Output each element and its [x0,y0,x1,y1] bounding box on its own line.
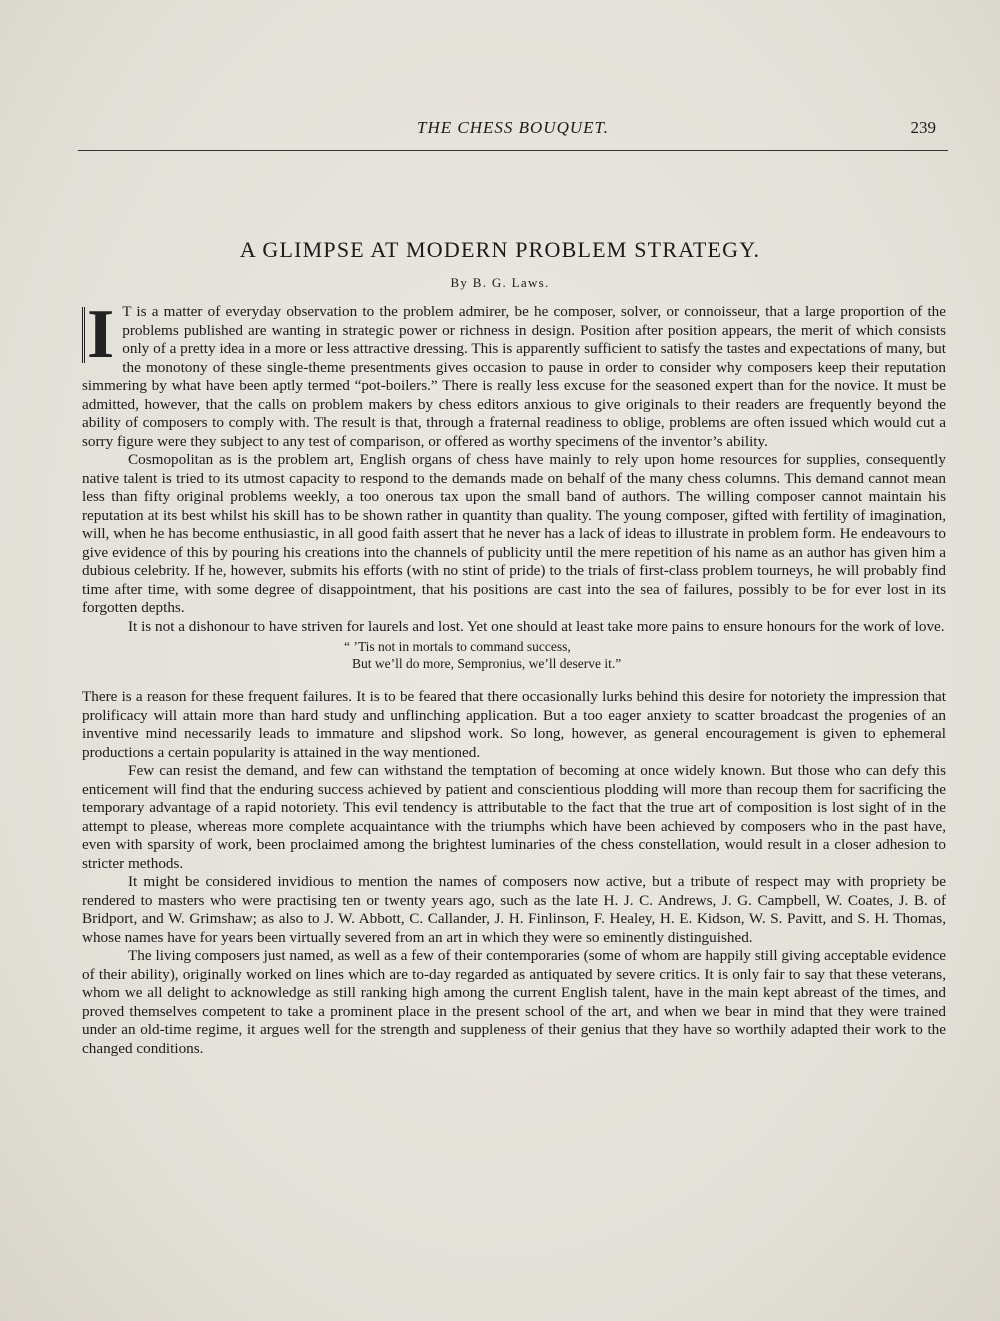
paragraph-2: Cosmopolitan as is the problem art, English organs of chess have mainly to rely upon home resources for supplies, consequently native talent is tried to its utmost capacity to respond to the demands made on behalf of the many chess columns. This demand cannot mean less than fifty original problems weekly, a too onerous tax upon the small band of authors. The willing composer cannot maintain his reputation at its best whilst his skill has to be shown rather in quantity than quality. The young composer, gifted with fertility of imagination, will, when he has become enthusiastic, in all good faith assert that he never has a lack of ideas to illustrate in problem form. He endeavours to give evidence of this by pouring his creations into the channels of publicity until the mere repetition of his name as an author has given him a dubious celebrity. If he, however, submits his efforts (with no stint of pride) to the trials of first-class problem tourneys, he will probably find time after time, with some degree of disappointment, that his positions are cast into the sea of failures, possibly to be for ever lost in its forgotten depths. [82,451,946,616]
paragraph-6: It might be considered invidious to mention the names of composers now active, but a tribute of respect may with propriety be rendered to masters who were practising ten or twenty years ago, such as the late H. J. C. Andrews, J. G. Campbell, W. Coates, J. B. of Bridport, and W. Grimshaw; as also to J. W. Abbott, C. Callander, J. H. Finlinson, F. Healey, H. E. Kidson, W. S. Pavitt, and S. H. Thomas, whose names have for years been virtually severed from an art in which they were so eminently distinguished. [82,873,946,946]
paragraph-1-text: T is a matter of everyday observation to the problem admirer, be he composer, solver, or connoisseur, that a large proportion of the problems published are wanting in strategic power or richness in design. Position after position appears, the merit of which consists only of a pretty idea in a more or less attractive dressing. This is apparently sufficient to satisfy the tastes and expectations of many, but the monotony of these single-theme presentments gives occasion to pause in order to consider why composers keep their reputation simmering by what have been aptly termed “pot-boilers.” There is really less excuse for the seasoned expert than for the novice. It must be admitted, however, that the calls on problem makers by chess editors anxious to give originals to their readers are frequently beyond the ability of composers to comply with. The result is that, through a fraternal readiness to oblige, problems are often issued which would cut a sorry figure were they subject to any test of comparison, or offered as worthy specimens of the inventor’s ability. [82,303,946,450]
article-title: A GLIMPSE AT MODERN PROBLEM STRATEGY. [239,237,761,262]
paragraph-1 [82,296,946,451]
paragraph-7: The living composers just named, as well as a few of their contemporaries (some of whom are happily still giving acceptable evidence of their ability), originally worked on lines which are to-day regarded as antiquated by severe critics. It is only fair to say that these veterans, whom we all delight to acknowledge as still ranking high among the current English talent, have in the main kept abreast of the times, and proved themselves competent to take a prominent place in the present school of the art, and when we bear in mind that they were trained under an old-time regime, it argues well for the strength and suppleness of their genius that they have so worthily adapted their work to the changed conditions. [82,947,946,1057]
verse-quotation [344,638,946,672]
page-number: 239 [910,118,936,137]
running-head [80,118,946,144]
quote-line-1: “ ’Tis not in mortals to command success, [344,639,571,654]
paragraph-3: It is not a dishonour to have striven for laurels and lost. Yet one should at least take more pains to ensure honours for the work of love. [128,617,945,635]
paragraph-4: There is a reason for these frequent failures. It is to be feared that there occasionally lurks behind this desire for notoriety the impression that prolificacy will attain more than hard study and unflinching application. But a too eager anxiety to scatter broadcast the progenies of an inventive mind necessarily leads to immature and slipshod work. So long, however, as general encouragement is given to ephemeral productions a certain popularity is attained in the way mentioned. [82,688,946,761]
paragraph-5: Few can resist the demand, and few can withstand the temptation of becoming at once widely known. But those who can defy this enticement will find that the enduring success achieved by patient and conscientious plodding will more than recoup them for sacrificing the temporary advantage of a rapid notoriety. This evil tendency is attributable to the fact that the true art of composition is lost sight of in the attempt to please, whereas more complete acquaintance with the triumphs which have been achieved by composers who in the past have, even with sparsity of work, been proclaimed among the brightest luminaries of the chess constellation, would result in a closer adhesion to stricter methods. [82,762,946,872]
header-rule [78,150,948,151]
running-title: THE CHESS BOUQUET. [417,118,609,137]
byline: By B. G. Laws. [450,275,550,290]
drop-cap: I [82,307,114,363]
quote-line-2: But we’ll do more, Sempronius, we’ll deserve it.” [352,656,622,671]
article-body [82,296,946,1058]
